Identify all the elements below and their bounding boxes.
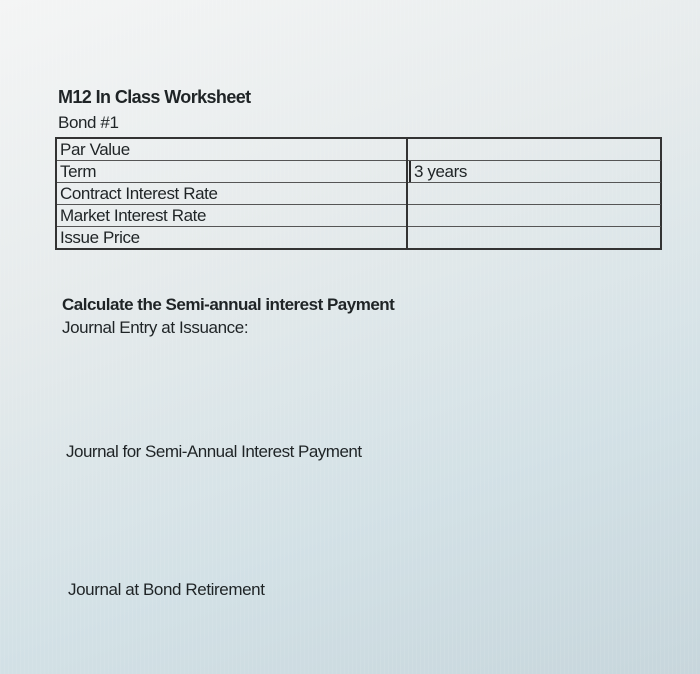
table-row-term bbox=[56, 161, 661, 183]
table-row-contract-rate bbox=[56, 183, 661, 205]
market-rate-label: Market Interest Rate bbox=[56, 205, 407, 227]
par-value-label: Par Value bbox=[56, 138, 407, 161]
table-row-market-rate bbox=[56, 205, 661, 227]
section-bond-retirement: Journal at Bond Retirement bbox=[68, 580, 265, 599]
market-rate-mid-cell bbox=[407, 205, 661, 227]
issue-price-mid-cell bbox=[407, 227, 661, 250]
table-row-issue-price bbox=[56, 227, 661, 250]
bond-data-table bbox=[55, 137, 662, 250]
term-cell bbox=[407, 161, 661, 183]
instruction-semi-annual-payment: Calculate the Semi-annual interest Payment bbox=[62, 295, 395, 314]
issue-price-label: Issue Price bbox=[56, 227, 407, 250]
term-label: Term bbox=[56, 161, 407, 183]
par-value-mid-cell bbox=[407, 138, 661, 161]
worksheet-title: M12 In Class Worksheet bbox=[58, 87, 251, 107]
term-value: 3 years bbox=[409, 161, 467, 182]
section-semi-annual-journal: Journal for Semi-Annual Interest Payment bbox=[66, 442, 362, 461]
bond-label: Bond #1 bbox=[58, 113, 119, 132]
instruction-journal-issuance: Journal Entry at Issuance: bbox=[62, 318, 249, 337]
contract-rate-mid-cell bbox=[407, 183, 661, 205]
contract-rate-label: Contract Interest Rate bbox=[56, 183, 407, 205]
table-row-par-value bbox=[56, 138, 661, 161]
